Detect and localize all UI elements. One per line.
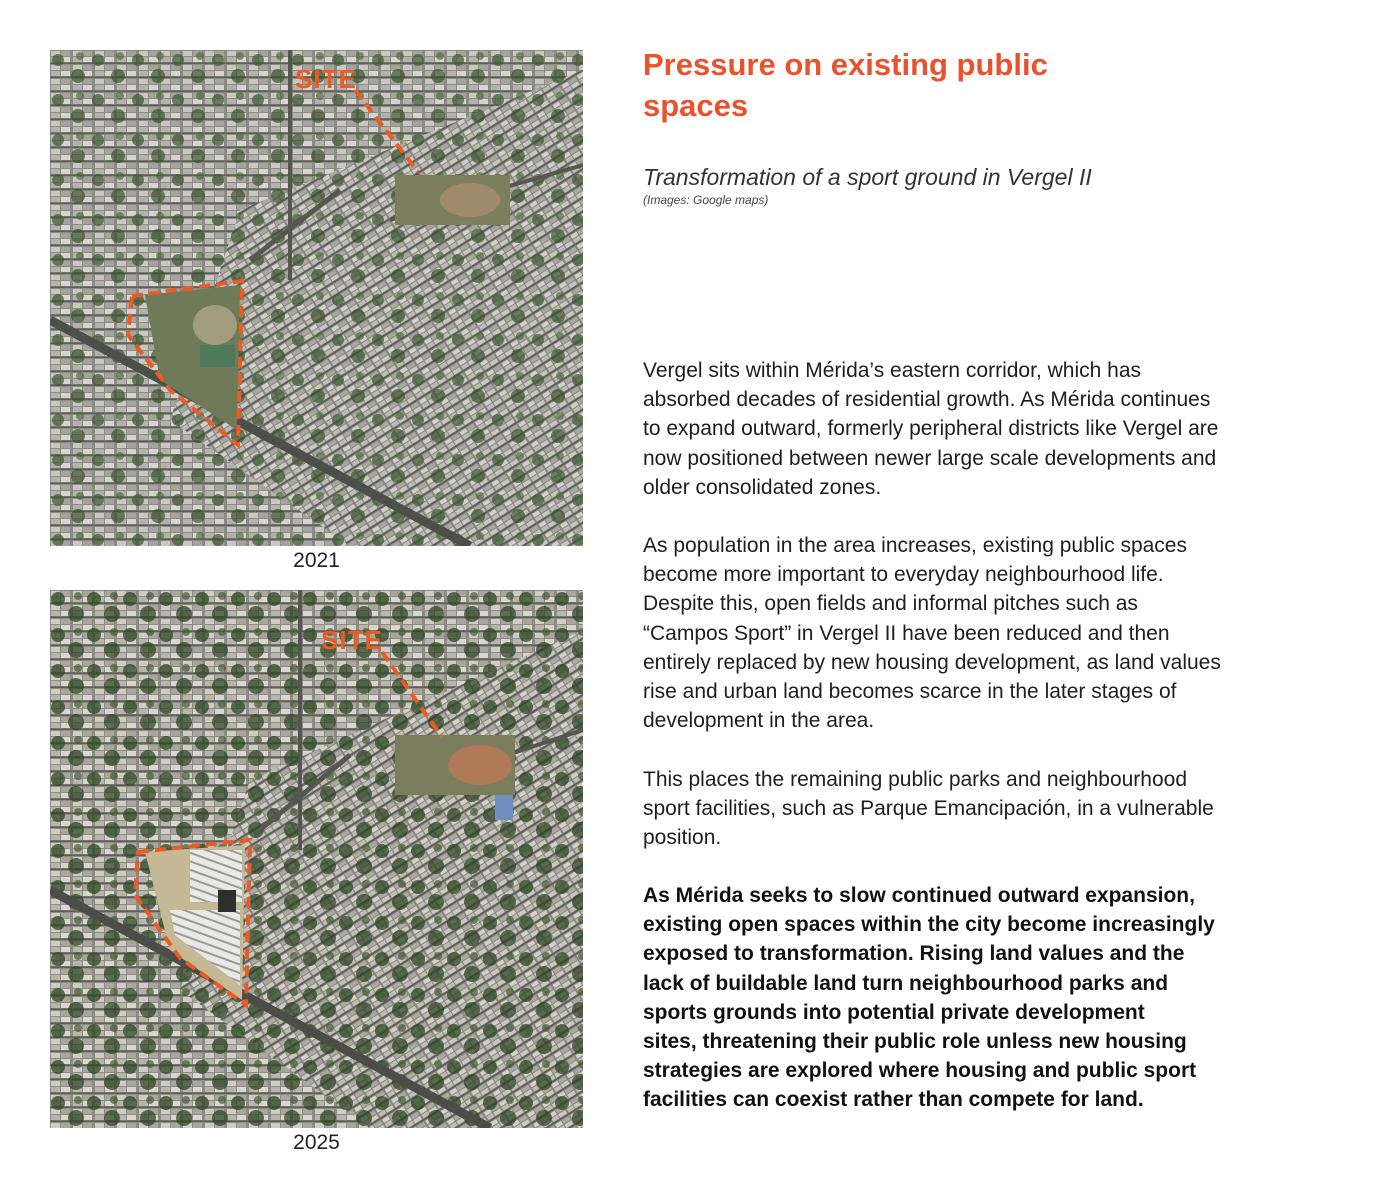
- aerial-map-2025: [50, 590, 583, 1128]
- image-credit: (Images: Google maps): [643, 193, 769, 207]
- aerial-image-2025: [50, 590, 583, 1128]
- paragraph-line: facilities can coexist rather than compete for land.: [643, 1088, 1144, 1112]
- paragraph-line: As Mérida seeks to slow continued outward expansion,: [643, 884, 1195, 907]
- paragraph-line: development in the area.: [643, 709, 875, 733]
- paragraph-line: position.: [643, 826, 722, 850]
- paragraph-line: existing open spaces within the city become increasingly: [643, 913, 1215, 937]
- site-label-2025: SITE: [321, 625, 383, 655]
- body-paragraph-1: [643, 356, 1343, 502]
- paragraph-line: sport facilities, such as Parque Emancipación, in a vulnerable: [643, 797, 1214, 821]
- paragraph-line: rise and urban land becomes scarce in the later stages of: [643, 680, 1177, 704]
- title-line: spaces: [643, 88, 749, 123]
- paragraph-line: become more important to everyday neighbourhood life.: [643, 563, 1164, 587]
- aerial-image-2021: [50, 50, 583, 546]
- paragraph-line: This places the remaining public parks and neighbourhood: [643, 768, 1188, 791]
- aerial-map-2021: [50, 50, 583, 546]
- paragraph-line: sites, threatening their public role unless new housing: [643, 1030, 1187, 1054]
- page-title: [643, 44, 1243, 126]
- paragraph-line: “Campos Sport” in Vergel II have been reduced and then: [643, 621, 1170, 645]
- paragraph-line: Vergel sits within Mérida’s eastern corridor, which has: [643, 359, 1142, 382]
- paragraph-line: Despite this, open fields and informal pitches such as: [643, 592, 1138, 616]
- paragraph-line: exposed to transformation. Rising land values and the: [643, 942, 1185, 966]
- paragraph-line: entirely replaced by new housing development, as land values: [643, 650, 1221, 674]
- title-line: Pressure on existing public: [643, 47, 1048, 82]
- paragraph-line: absorbed decades of residential growth. As Mérida continues: [643, 388, 1211, 412]
- paragraph-line: lack of buildable land turn neighbourhood parks and: [643, 971, 1169, 995]
- paragraph-line: sports grounds into potential private development: [643, 1000, 1145, 1024]
- conclusion-paragraph: [643, 881, 1343, 1115]
- page-subtitle: Transformation of a sport ground in Vergel II: [643, 164, 1092, 190]
- paragraph-line: As population in the area increases, existing public spaces: [643, 534, 1187, 557]
- body-paragraph-2: [643, 531, 1343, 735]
- paragraph-line: now positioned between newer large scale developments and: [643, 446, 1217, 470]
- year-caption-2021: 2021: [293, 549, 340, 572]
- paragraph-line: to expand outward, formerly peripheral districts like Vergel are: [643, 417, 1219, 441]
- body-paragraph-3: [643, 765, 1343, 853]
- paragraph-line: older consolidated zones.: [643, 475, 882, 499]
- paragraph-line: strategies are explored where housing and public sport: [643, 1059, 1197, 1083]
- site-label-2021: SITE: [295, 64, 357, 94]
- year-caption-2025: 2025: [293, 1131, 340, 1154]
